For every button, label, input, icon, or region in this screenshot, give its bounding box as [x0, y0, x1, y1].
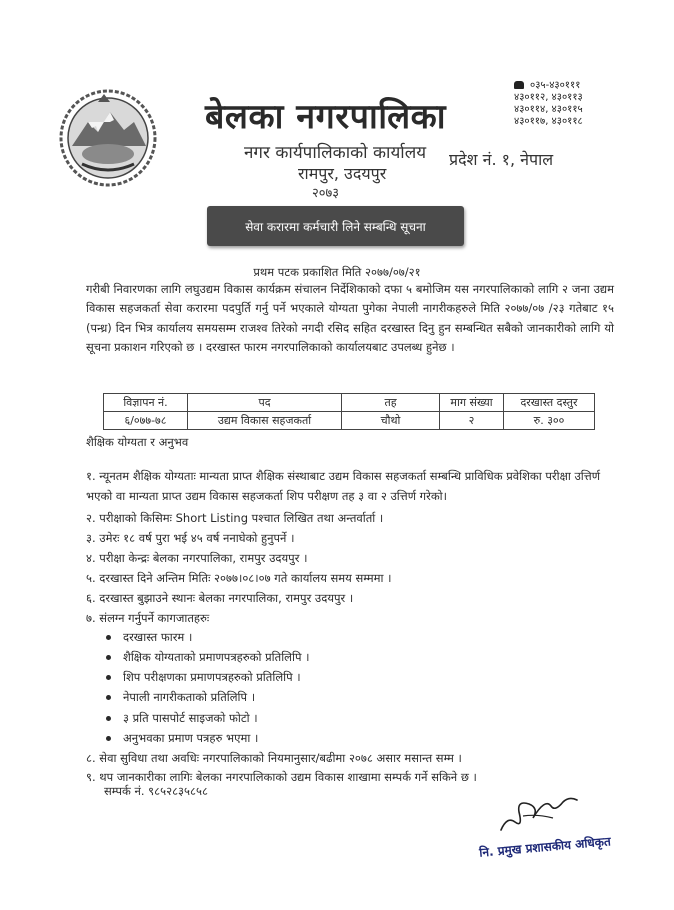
- list-item: ७. संलग्न गर्नुपर्ने कागजातहरुः: [86, 611, 210, 625]
- intro-paragraph: गरीबी निवारणका लागि लघुउद्यम विकास कार्यक्रम संचालन निर्देशिकाको दफा ५ बमोजिम यस नगरपालिकाको लागि २ जना उद्यम विकास सहजकर्ता सेवा करारमा पदपुर्ति गर्नु पर्ने भएकाले योग्यता पुगेका नेपाली नागरीकहरुले मिति २०७७/०७ /२३ गतेबाट १५ (पन्ध्र) दिन भित्र कार्यालय समयसम्म राजश्व तिरेको नगदी रसिद सहित दरखास्त दिनु हुन सम्बन्धित सबैको जानकारीको लागि यो सूचना प्रकाशन गरिएको छ । दरखास्त फारम नगरपालिकाको कार्यालयबाट उपलब्ध हुनेछ ।: [86, 282, 614, 355]
- bullet-item: [106, 630, 192, 645]
- established-year: २०७३: [312, 186, 340, 201]
- officer-title: नि. प्रमुख प्रशासकीय अधिकृत: [478, 834, 612, 860]
- bullet-icon: [106, 635, 111, 640]
- bullet-text: शैक्षिक योग्यताको प्रमाणपत्रहरुको प्रतिलिपि ।: [123, 650, 310, 664]
- bullet-icon: [106, 655, 111, 660]
- bullet-item: [106, 711, 258, 726]
- table-header-cell: विज्ञापन नं.: [104, 394, 188, 412]
- table-cell: उद्यम विकास सहजकर्ता: [188, 412, 342, 430]
- phone-number: ४३०११४, ४३०११५: [514, 104, 583, 115]
- bullet-icon: [106, 695, 111, 700]
- table-cell: २: [440, 412, 504, 430]
- table-header-cell: दरखास्त दस्तुर: [504, 394, 595, 412]
- bullet-text: दरखास्त फारम ।: [123, 630, 193, 644]
- phone-number: ४३०११२, ४३०११३: [514, 92, 583, 103]
- list-item: ३. उमेरः १८ वर्ष पुरा भई ४५ वर्ष ननाघेको हुनुपर्ने ।: [86, 531, 295, 545]
- bullet-text: नेपाली नागरीकताको प्रतिलिपि ।: [123, 690, 256, 704]
- vacancy-table: [103, 393, 595, 430]
- bullet-text: शिप परीक्षणका प्रमाणपत्रहरुको प्रतिलिपि ।: [123, 670, 301, 684]
- table-header-cell: माग संख्या: [440, 394, 504, 412]
- table-header-cell: पद: [188, 394, 342, 412]
- bullet-text: अनुभवका प्रमाण पत्रहरु भएमा ।: [123, 731, 259, 745]
- list-item: ५. दरखास्त दिने अन्तिम मितिः २०७७।०८।०७ गते कार्यालय समय सम्ममा ।: [86, 571, 392, 585]
- bullet-item: [106, 670, 301, 685]
- office-subtitle: नगर कार्यपालिकाको कार्यालय: [244, 143, 427, 163]
- list-item: ४. परीक्षा केन्द्रः बेलका नगरपालिका, रामपुर उदयपुर ।: [86, 551, 308, 565]
- office-address: रामपुर, उदयपुर: [298, 164, 387, 183]
- list-item: ९. थप जानकारीका लागिः बेलका नगरपालिकाको उद्यम विकास शाखामा सम्पर्क गर्ने सकिने छ ।: [86, 770, 477, 784]
- list-item: ८. सेवा सुविधा तथा अवधिः नगरपालिकाको नियमानुसार/बढीमा २०७८ असार मसान्त सम्म ।: [86, 751, 462, 765]
- list-item: ६. दरखास्त बुझाउने स्थानः बेलका नगरपालिका, रामपुर उदयपुर ।: [86, 591, 354, 605]
- notice-banner: [207, 206, 464, 246]
- signature-mark: [493, 786, 583, 836]
- bullet-item: [106, 650, 310, 665]
- table-header-cell: तह: [342, 394, 440, 412]
- notice-banner-text: सेवा करारमा कर्मचारी लिने सम्बन्धि सूचना: [245, 219, 426, 234]
- bullet-icon: [106, 675, 111, 680]
- table-cell: चौथो: [342, 412, 440, 430]
- table-cell: ६/०७७-७८: [104, 412, 188, 430]
- bullet-item: [106, 690, 255, 705]
- list-item: २. परीक्षाको किसिमः Short Listing पश्चात लिखित तथा अन्तर्वार्ता ।: [86, 511, 384, 525]
- bullet-icon: [106, 716, 111, 721]
- nepal-emblem-logo: [58, 88, 158, 188]
- list-item: १. न्यूनतम शैक्षिक योग्यताः मान्यता प्राप्त शैक्षिक संस्थाबाट उद्यम विकास सहजकर्ता सम्बन्धि प्राविधिक प्रवेशिका परीक्षा उत्तिर्ण भएको वा मान्यता प्राप्त उद्यम विकास सहजकर्ता शिप परीक्षण तह ३ वा २ उत्तिर्ण गरेको।: [86, 469, 601, 503]
- telephone-icon: [514, 81, 524, 89]
- municipality-title: बेलका नगरपालिका: [205, 97, 447, 137]
- bullet-item: [106, 731, 258, 746]
- contact-number: सम्पर्क नं. ९८५२८३५८५८: [104, 784, 208, 798]
- province-label: प्रदेश नं. १, नेपाल: [449, 150, 554, 169]
- table-row: [104, 412, 595, 430]
- phone-number: ०३५-४३०१११: [530, 80, 581, 91]
- section-title: शैक्षिक योग्यता र अनुभव: [86, 435, 189, 449]
- phone-number: ४३०११७, ४३०११८: [514, 116, 583, 127]
- table-header-row: [104, 394, 595, 412]
- bullet-icon: [106, 736, 111, 741]
- bullet-text: ३ प्रति पासपोर्ट साइजको फोटो ।: [123, 711, 258, 725]
- table-cell: रु. ३००: [504, 412, 595, 430]
- publish-date-line: प्रथम पटक प्रकाशित मिति २०७७/०७/२१: [253, 265, 421, 279]
- phone-numbers: [514, 80, 583, 128]
